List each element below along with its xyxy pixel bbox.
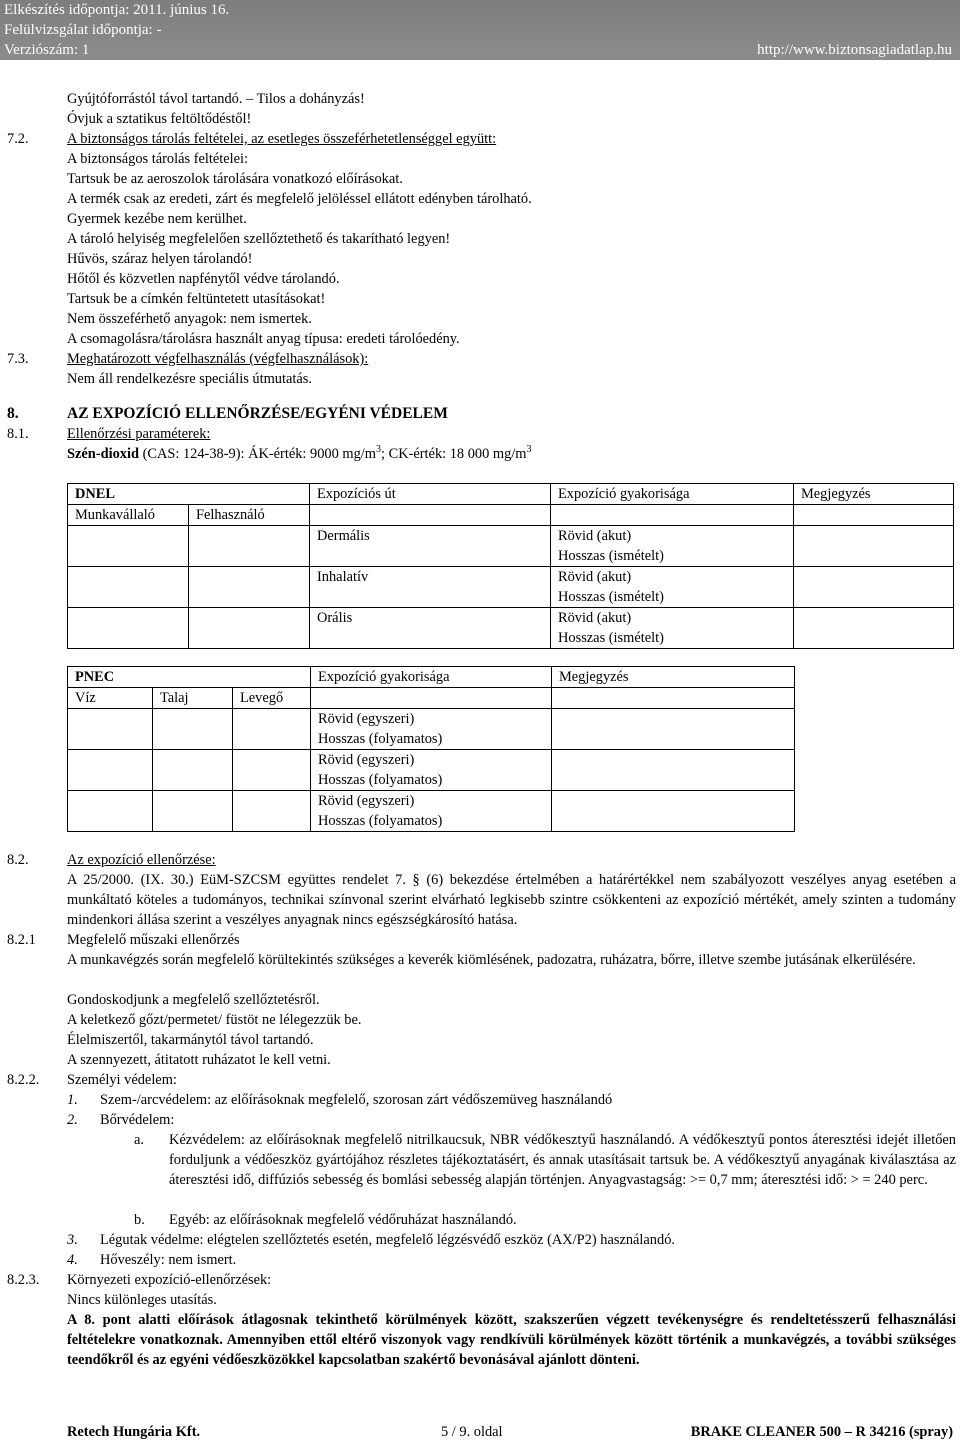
regulation-paragraph: A 25/2000. (IX. 30.) EüM-SZCSM együttes rendelet 7. § (6) bekezdése értelmében a határértékkel nem szabályozott veszélyes anyag esetében a munkáltató köteles a tudományos, technikai színvonal szerint elvárható legkisebb szintre csökkenteni az expozíció mértékét, amely szinten a tudomány mindenkori állása szerint a veszélyes anyagnak nincs egészségkárosító hatása. — [67, 872, 956, 928]
section-8-2-1-heading: 8.2.1 Megfelelő műszaki ellenőrzés — [7, 932, 240, 948]
footer-company: Retech Hungária Kft. — [67, 1424, 201, 1440]
text-line: Nem áll rendelkezésre speciális útmutatás. — [67, 371, 312, 387]
section-8-1-heading: 8.1. Ellenőrzési paraméterek: — [7, 426, 211, 442]
footer-product: BRAKE CLEANER 500 – R 34216 (spray) — [690, 1424, 953, 1440]
section-8-2-heading: 8.2. Az expozíció ellenőrzése: — [7, 852, 216, 868]
section-8-2-3-heading: 8.2.3. Környezeti expozíció-ellenőrzések: — [7, 1272, 272, 1288]
table-row — [68, 667, 795, 688]
text-line: Hőtől és közvetlen napfénytől védve tárolandó. — [67, 271, 340, 287]
table-row — [68, 709, 795, 750]
text-line: Gyújtóforrástól távol tartandó. – Tilos a dohányzás! — [67, 91, 365, 107]
text-line: Nem összeférhető anyagok: nem ismertek. — [67, 311, 312, 327]
header-bar — [0, 0, 960, 60]
summary-bold-paragraph: A 8. pont alatti előírások átlagosnak tekinthető körülmények között, szakszerűen végzett tevékenységre és rendeltetésszerű felhasználási feltételekre vonatkoznak. Amennyiben ettől eltérő viszonyok vagy rendkívüli körülmények között történik a munkavégzés, a további szükséges teendőkről és az egyéni védőeszközökkel kapcsolatban szakértő bevonásával ajánlott dönteni. — [67, 1312, 956, 1368]
text-line: Élelmiszertől, takarmánytól távol tartandó. — [67, 1032, 314, 1048]
page-footer — [67, 1422, 956, 1442]
table-row — [68, 791, 795, 832]
dnel-table — [67, 483, 954, 649]
pnec-header: PNEC — [68, 667, 311, 688]
table-row — [68, 526, 954, 567]
list-item: b. Egyéb: az előírásoknak megfelelő védőruházat használandó. — [134, 1212, 517, 1228]
route-cell: Dermális — [310, 526, 551, 567]
table-row — [68, 608, 954, 649]
section-7-3-heading: 7.3. Meghatározott végfelhasználás (végfelhasználások): — [7, 351, 369, 367]
text-line: A keletkező gőzt/permetet/ füstöt ne lélegezzük be. — [67, 1012, 362, 1028]
text-line: A szennyezett, átitatott ruházatot le kell vetni. — [67, 1052, 331, 1068]
text-line: Tartsuk be a címkén feltüntetett utasításokat! — [67, 291, 326, 307]
frequency-header: Expozíció gyakorisága — [551, 484, 794, 505]
consumer-header: Felhasználó — [189, 505, 310, 526]
co2-limits: Szén-dioxid (CAS: 124-38-9): ÁK-érték: 9000 $mg/m^3$; CK-érték: 18 000 $mg/m^3$ — [67, 444, 532, 462]
air-header: Levegő — [233, 688, 311, 709]
version-number: Verziószám: 1 — [4, 42, 90, 58]
text-line: Gyermek kezébe nem kerülhet. — [67, 211, 247, 227]
header-url[interactable]: http://www.biztonsagiadatlap.hu — [757, 42, 952, 58]
list-letter: a. — [134, 1132, 144, 1148]
frequency-header: Expozíció gyakorisága — [311, 667, 552, 688]
text-line: A csomagolásra/tárolásra használt anyag típusa: eredeti tárolóedény. — [67, 331, 460, 347]
frequency-cell: Rövid (egyszeri) Hosszas (folyamatos) — [311, 709, 552, 750]
note-header: Megjegyzés — [552, 667, 795, 688]
section-7-2-heading: 7.2. A biztonságos tárolás feltételei, az esetleges összeférhetetlenséggel együtt: — [7, 131, 497, 147]
frequency-cell: Rövid (akut) Hosszas (ismételt) — [551, 608, 794, 649]
text-line: Nincs különleges utasítás. — [67, 1292, 217, 1308]
text-line: Tartsuk be az aeroszolok tárolására vonatkozó előírásokat. — [67, 171, 403, 187]
review-date: Felülvizsgálat időpontja: - — [4, 22, 162, 38]
table-row — [68, 484, 954, 505]
water-header: Víz — [68, 688, 153, 709]
created-date: Elkészítés időpontja: 2011. június 16. — [4, 2, 230, 18]
footer-page-number: 5 / 9. oldal — [441, 1424, 503, 1440]
text-line: A tároló helyiség megfelelően szellőztethető és takarítható legyen! — [67, 231, 451, 247]
note-header: Megjegyzés — [794, 484, 954, 505]
section-8-heading: 8. AZ EXPOZÍCIÓ ELLENŐRZÉSE/EGYÉNI VÉDELEM — [7, 405, 448, 422]
worker-header: Munkavállaló — [68, 505, 189, 526]
frequency-cell: Rövid (akut) Hosszas (ismételt) — [551, 526, 794, 567]
list-item: 3. Légutak védelme: elégtelen szellőztetés esetén, megfelelő légzésvédő eszköz (AX/P2) használandó. — [67, 1232, 675, 1248]
engineering-paragraph: A munkavégzés során megfelelő körültekintés szükséges a keverék kiömlésének, padozatra, ruházatra, bőrre, illetve szembe jutásának elkerülésére. — [67, 952, 916, 968]
hand-protection-paragraph: Kézvédelem: az előírásoknak megfelelő nitrilkaucsuk, NBR védőkesztyű használandó. A védőkesztyű pontos áteresztési idejét illetően forduljunk a védőeszköz gyártójához részletes tájékoztatásért, és annak utasításait tartsuk be. A védőkesztyű anyagának kiválasztása az áteresztési idő, diffúziós sebesség és bomlási sebesség alapján történjen. Anyagvastagság: >= 0,7 mm; áteresztési idő: > = 240 perc. — [169, 1132, 956, 1188]
pnec-table — [67, 666, 795, 832]
text-line: Óvjuk a sztatikus feltöltődéstől! — [67, 111, 252, 127]
route-cell: Inhalatív — [310, 567, 551, 608]
list-item: 2. Bőrvédelem: — [67, 1112, 175, 1128]
frequency-cell: Rövid (akut) Hosszas (ismételt) — [551, 567, 794, 608]
text-line: Hűvös, száraz helyen tárolandó! — [67, 251, 253, 267]
table-row — [68, 750, 795, 791]
route-cell: Orális — [310, 608, 551, 649]
header-left — [4, 0, 229, 60]
table-row — [68, 505, 954, 526]
frequency-cell: Rövid (egyszeri) Hosszas (folyamatos) — [311, 750, 552, 791]
soil-header: Talaj — [153, 688, 233, 709]
route-header: Expozíciós út — [310, 484, 551, 505]
list-item: 1. Szem-/arcvédelem: az előírásoknak megfelelő, szorosan zárt védőszemüveg használandó — [67, 1092, 613, 1108]
table-row — [68, 567, 954, 608]
section-8-2-2-heading: 8.2.2. Személyi védelem: — [7, 1072, 177, 1088]
dnel-header: DNEL — [68, 484, 310, 505]
list-item: 4. Hőveszély: nem ismert. — [67, 1252, 237, 1268]
frequency-cell: Rövid (egyszeri) Hosszas (folyamatos) — [311, 791, 552, 832]
text-line: A termék csak az eredeti, zárt és megfelelő jelöléssel ellátott edényben tárolható. — [67, 191, 532, 207]
table-row — [68, 688, 795, 709]
text-line: Gondoskodjunk a megfelelő szellőztetésről. — [67, 992, 320, 1008]
text-line: A biztonságos tárolás feltételei: — [67, 151, 249, 167]
